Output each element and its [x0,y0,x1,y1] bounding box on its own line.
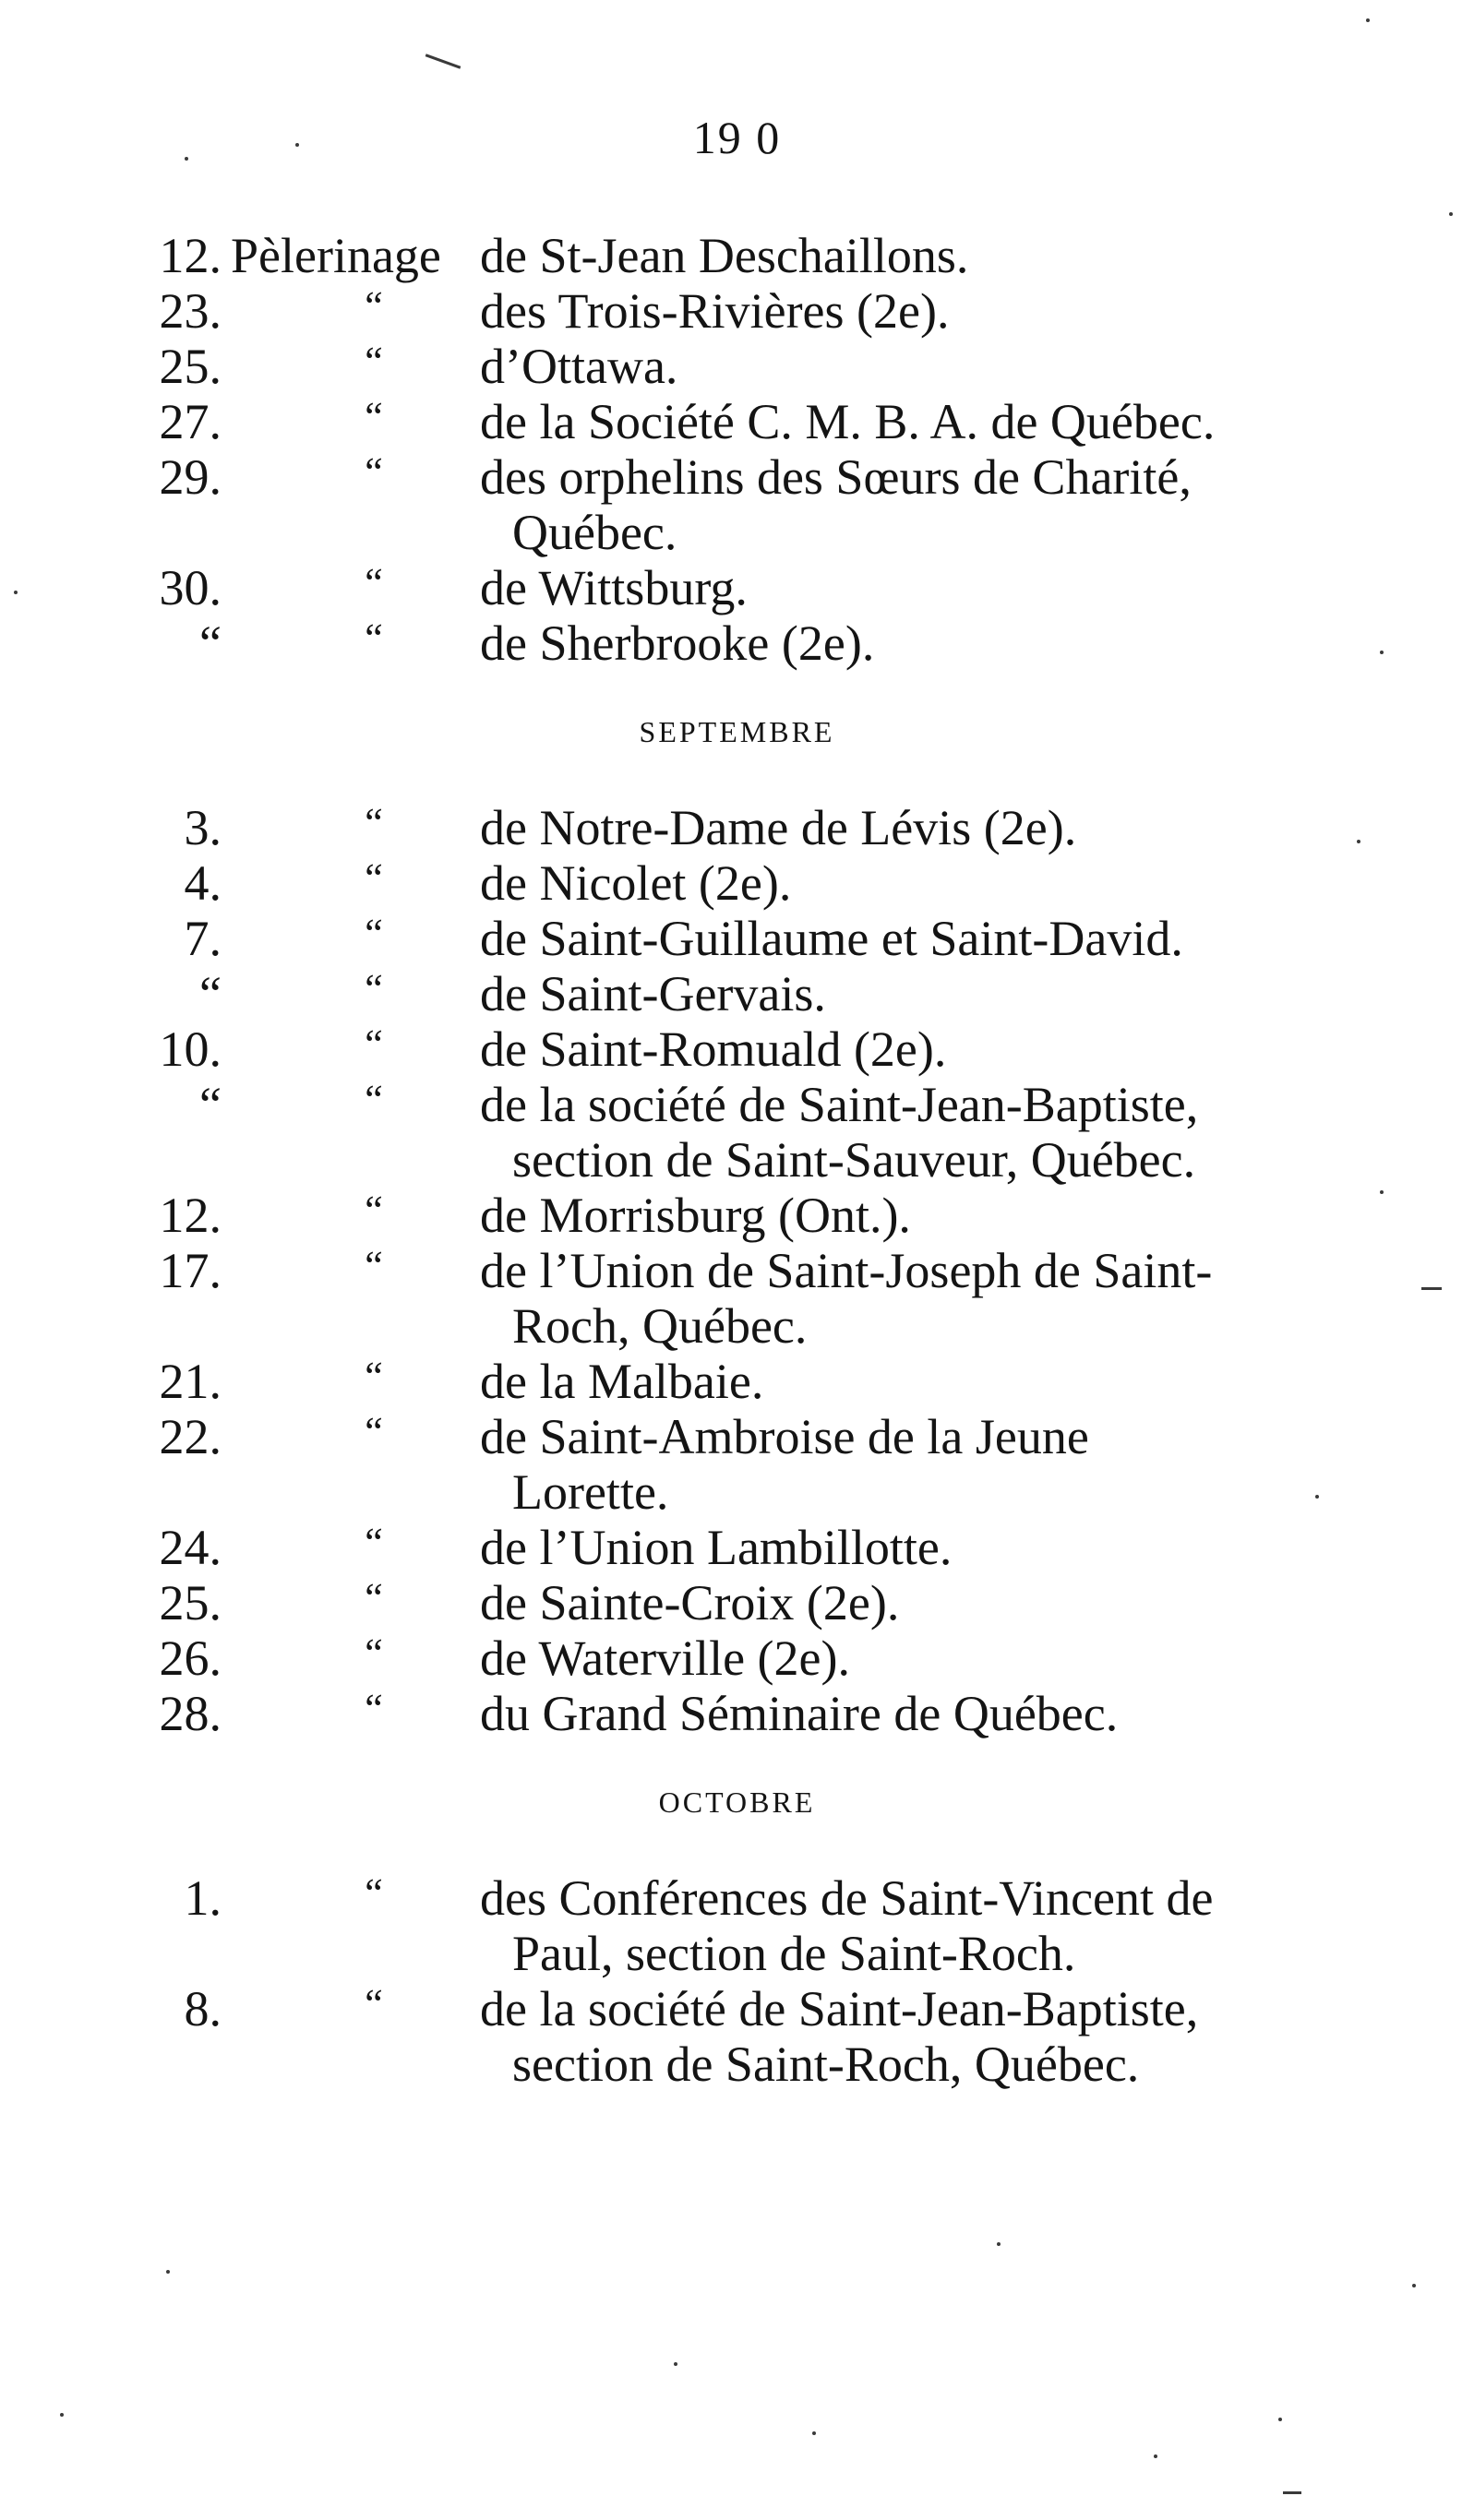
entry-text: des Trois-Rivières (2e). [480,283,950,339]
ditto-mark: “ [365,560,383,605]
scan-speck [295,143,299,147]
entry-text: de Waterville (2e). [480,1630,850,1686]
entry-day: 10. [159,1021,222,1077]
entry-text: de Morrisburg (Ont.). [480,1188,911,1243]
entry-text: d’Ottawa. [480,339,678,394]
entry-day: 8. [184,1981,222,2036]
entry-day: 25. [159,1575,222,1630]
entry-text: de la Société C. M. B. A. de Québec. [480,394,1216,449]
ditto-mark: “ [365,1188,383,1233]
entry-continuation: Lorette. [512,1464,669,1520]
scan-mark [1283,2491,1301,2494]
entry-day: 24. [159,1520,222,1575]
entry-day: 22. [159,1409,222,1464]
scan-mark [425,54,461,68]
entry-day: 4. [184,855,222,911]
ditto-mark: “ [365,966,383,1011]
scan-speck [1449,212,1453,216]
entry-day: 17. [159,1243,222,1298]
entry-day: 28. [159,1686,222,1741]
entry-day: 1. [184,1870,222,1926]
ditto-mark: “ [365,1630,383,1676]
entry-day: 30. [159,560,222,615]
entry-day: “ [199,1077,222,1132]
scan-speck [1357,840,1360,843]
entry-day: 25. [159,339,222,394]
entry-text: de l’Union de Saint-Joseph de Saint- [480,1243,1213,1298]
entry-continuation: section de Saint-Roch, Québec. [512,2036,1140,2092]
page-number: 19 0 [692,112,782,163]
scan-speck [1412,2284,1416,2287]
entry-text: de Saint-Gervais. [480,966,826,1021]
ditto-mark: “ [365,1243,383,1288]
entry-text: de Notre-Dame de Lévis (2e). [480,800,1077,855]
entry-day: 12. [159,228,222,283]
ditto-mark: “ [365,1686,383,1731]
entry-text: de Nicolet (2e). [480,855,792,911]
entry-text: des Conférences de Saint-Vincent de [480,1870,1214,1926]
entry-text: de la Malbaie. [480,1354,764,1409]
scan-speck [674,2362,677,2366]
scan-speck [185,157,188,161]
entry-day: 27. [159,394,222,449]
section-heading-october: OCTOBRE [658,1785,816,1819]
entry-day: 3. [184,800,222,855]
ditto-mark: “ [365,394,383,439]
entry-day: “ [199,615,222,671]
entry-continuation: section de Saint-Sauveur, Québec. [512,1132,1196,1188]
entry-day: 21. [159,1354,222,1409]
entry-day: 29. [159,449,222,505]
entry-text: de Sherbrooke (2e). [480,615,875,671]
ditto-mark: “ [365,800,383,845]
ditto-mark: “ [365,1077,383,1122]
entry-text: de Wittsburg. [480,560,748,615]
ditto-mark: “ [365,283,383,328]
entry-day: “ [199,966,222,1021]
scan-speck [166,2270,170,2274]
ditto-mark: “ [365,1981,383,2026]
ditto-mark: “ [365,1354,383,1399]
entry-text: des orphelins des Sœurs de Charité, [480,449,1192,505]
ditto-mark: “ [365,1409,383,1454]
entry-text: de l’Union Lambillotte. [480,1520,953,1575]
ditto-mark: “ [365,339,383,384]
entry-text: de Sainte-Croix (2e). [480,1575,900,1630]
scan-mark [1421,1287,1442,1290]
scan-speck [60,2413,64,2417]
scan-speck [1366,18,1370,22]
ditto-mark: “ [365,615,383,661]
entry-text: de la société de Saint-Jean-Baptiste, [480,1981,1199,2036]
ditto-mark: “ [365,1870,383,1916]
entry-day: 23. [159,283,222,339]
scan-speck [14,591,18,594]
entry-text: de Saint-Romuald (2e). [480,1021,947,1077]
entry-label: Pèlerinage [231,228,441,283]
scan-speck [1278,2418,1282,2421]
scan-speck [1315,1495,1319,1499]
entry-text: de St-Jean Deschaillons. [480,228,969,283]
scan-speck [812,2431,816,2435]
ditto-mark: “ [365,1575,383,1620]
entry-continuation: Roch, Québec. [512,1298,808,1354]
entry-continuation: Paul, section de Saint-Roch. [512,1926,1076,1981]
scan-speck [1380,1190,1384,1194]
entry-continuation: Québec. [512,505,677,560]
ditto-mark: “ [365,1021,383,1067]
entry-day: 26. [159,1630,222,1686]
scan-speck [1380,651,1384,654]
entry-day: 7. [184,911,222,966]
section-heading-september: SEPTEMBRE [639,715,835,748]
ditto-mark: “ [365,449,383,495]
entry-text: de Saint-Guillaume et Saint-David. [480,911,1183,966]
ditto-mark: “ [365,911,383,956]
entry-day: 12. [159,1188,222,1243]
ditto-mark: “ [365,1520,383,1565]
ditto-mark: “ [365,855,383,901]
entry-text: de la société de Saint-Jean-Baptiste, [480,1077,1199,1132]
scan-speck [997,2242,1001,2246]
scan-speck [1154,2454,1157,2458]
entry-text: du Grand Séminaire de Québec. [480,1686,1119,1741]
entry-text: de Saint-Ambroise de la Jeune [480,1409,1089,1464]
